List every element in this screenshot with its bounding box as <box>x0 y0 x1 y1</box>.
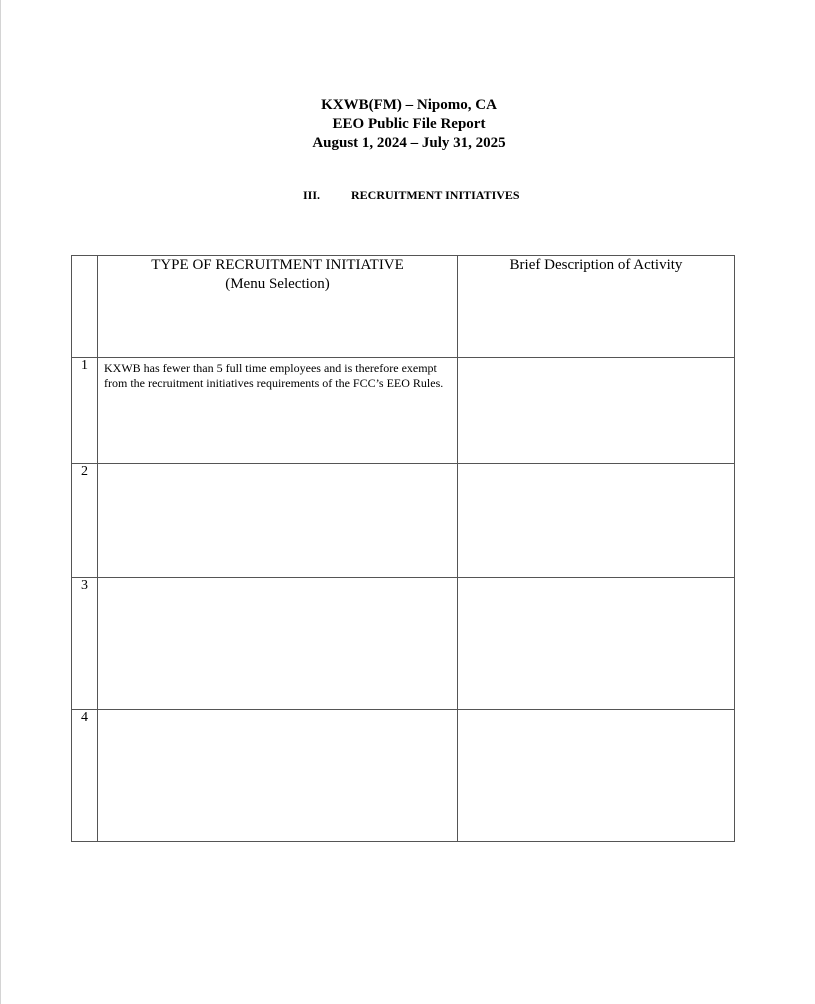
type-column-title: TYPE OF RECRUITMENT INITIATIVE <box>151 257 404 273</box>
report-period: August 1, 2024 – July 31, 2025 <box>312 135 506 151</box>
type-column-subtitle: (Menu Selection) <box>225 276 330 292</box>
description-text <box>458 358 734 361</box>
row-number: 3 <box>72 578 98 710</box>
type-text <box>98 710 457 713</box>
station-title: KXWB(FM) – Nipomo, CA <box>321 97 497 113</box>
type-text <box>98 578 457 581</box>
section-number: III. <box>303 188 321 202</box>
header-description-cell <box>458 256 735 358</box>
section-heading <box>303 188 520 203</box>
description-cell <box>458 578 735 710</box>
row-number: 2 <box>72 464 98 578</box>
description-text <box>458 710 734 713</box>
type-text <box>98 464 457 467</box>
table-row <box>72 464 735 578</box>
table-row <box>72 578 735 710</box>
table-row <box>72 710 735 842</box>
description-cell <box>458 464 735 578</box>
description-column-title: Brief Description of Activity <box>509 257 683 273</box>
row-number: 4 <box>72 710 98 842</box>
header-type-cell <box>98 256 458 358</box>
type-cell <box>98 358 458 464</box>
row-number: 1 <box>72 358 98 464</box>
description-cell <box>458 710 735 842</box>
report-title: EEO Public File Report <box>332 116 486 132</box>
recruitment-table <box>71 255 735 842</box>
type-cell <box>98 464 458 578</box>
description-text <box>458 578 734 581</box>
description-text <box>458 464 734 467</box>
table-header-row <box>72 256 735 358</box>
header-number-cell <box>72 256 98 358</box>
type-cell <box>98 710 458 842</box>
report-header <box>0 96 815 153</box>
description-cell <box>458 358 735 464</box>
type-text: KXWB has fewer than 5 full time employees and is therefore exempt from the recruitment initiatives requirements of the FCC’s EEO Rules. <box>104 361 444 390</box>
table-row <box>72 358 735 464</box>
type-cell <box>98 578 458 710</box>
section-title: RECRUITMENT INITIATIVES <box>351 188 520 202</box>
